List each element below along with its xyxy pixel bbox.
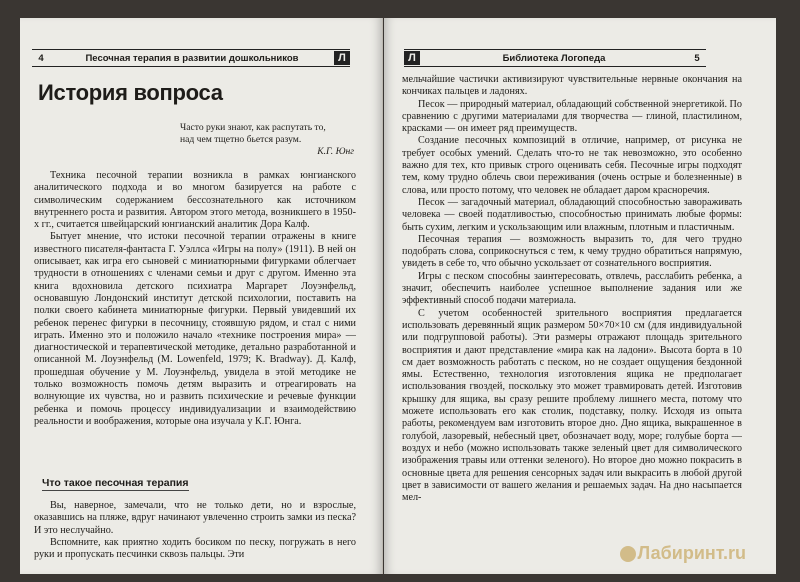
paragraph: Песок — природный материал, обладающий собственной энергетикой. По сравнению с другими материалами для творчества — глиной, пластилином, красками — он имеет ряд преимуществ. — [402, 98, 743, 135]
epigraph-line: Часто руки знают, как распутать то, — [180, 122, 326, 133]
left-page — [20, 18, 383, 574]
epigraph-line: над чем тщетно бьется разум. — [180, 134, 302, 145]
paragraph: мельчайшие частички активизируют чувствительные нервные окончания на кончиках пальцев и ладонях. — [402, 74, 742, 98]
epigraph-author: К.Г. Юнг — [317, 146, 354, 157]
paragraph: Бытует мнение, что истоки песочной терапии отражены в книге известного писателя-фантаста Г. Уэллса «Игры на полу» (1911). В ней он описывает, как игра его сыновей с миниатюрными фигурками облегчает трудности в отношениях с членами семьи и друг с другом. Именно эта книга вдохновила детского психиатра Маргарет Лоуэнфельд, основавшую Лондонский институт детской психологии, поставить на полки своего кабинета миниатюрные фигурки. Первый увидевший их ребенок перенес фигурки в песочницу, стоявшую рядом, и стал с ними играть. Именно это и положило начало «технике построения мира» — диагностической и терапевтической методике, детально разработанной и описанной М. Лоуэнфельд (M. Lowenfeld, 1979; K. Bradway). Д. Калф, прошедшая обучение у М. Лоуэнфельд, увидела в этой методике не только возможность помочь детям выразить и отреагировать на волнующие их чувства, но и развить психические и речевые функции ребенка и помочь процессу индивидуализации и взаимодействию реальности и воображения, которые она изучала у К.Г. Юнга. — [34, 231, 356, 427]
right-page — [384, 18, 776, 574]
running-title: Библиотека Логопеда — [502, 52, 606, 64]
paragraph: С учетом особенностей зрительного восприятия предлагается использовать деревянный ящик размером 50×70×10 см (для индивидуальной или подгрупповой работы). Эти размеры отражают площадь зрительного восприятия и дают представление «мира как на ладони». Высота борта в 10 см дает возможность работать с песком, но не создает ощущения бездонной ямы. Естественно, технология изготовления ящика не предполагает использования гвоздей, поскольку это может травмировать детей. Изготовив крышку для ящика, вы сразу решите проблему лишнего места, потому что можете использовать его как столик, подставку, полку. Исходя из опыта работы, рекомендуем вам изготовить второе дно. Дно ящика, выкрашенное в голубой, лазоревый, небесный цвет, обозначает воду, море; голубые борта — воздух и небо (можно использовать также зеленый цвет для символического изображения травы или оттенки зеленого). Но второе дно можно покрасить в основные цвета для решения сенсорных задач или выкрасить в любой другой цвет в зависимости от вашего желания и решаемых задач. На дно насыпается мел- — [402, 307, 742, 504]
running-title: Песочная терапия в развитии дошкольников — [85, 52, 299, 64]
watermark — [620, 543, 746, 564]
paragraph: Создание песочных композиций в отличие, например, от рисунка не требует особых умений. Сделать что-то не так невозможно, это особенно важно для тех, кто привык строго оценивать себя. Песочные игры подходят тем, кому трудно облечь свои переживания (очень острые и болезненные) в слова, или просто потому, что человек не обладает даром красноречия. — [402, 135, 742, 196]
epigraph — [180, 122, 360, 158]
paragraph: Техника песочной терапии возникла в рамках юнгианского аналитического подхода и во многом базируется на работе с символическим содержанием бессознательного как источником внутреннего роста и развития. Автором этого метода, возникшего в 1950-х гг., считается швейцарский юнгианский аналитик Дора Калф. — [34, 170, 356, 231]
publisher-logo-icon: Л — [334, 51, 350, 65]
watermark-text: Лабиринт.ru — [637, 543, 746, 563]
body-text — [402, 74, 742, 504]
chapter-title: История вопроса — [38, 80, 223, 105]
running-header-right — [404, 49, 706, 67]
body-text-after — [34, 500, 356, 561]
watermark-logo-icon — [620, 546, 636, 562]
page-number: 4 — [38, 52, 44, 64]
page-number: 5 — [694, 52, 700, 64]
running-header-left — [32, 49, 350, 67]
paragraph: Игры с песком способны заинтересовать, отвлечь, расслабить ребенка, а значит, обеспечить наиболее успешное выполнение задания или же эффективный способ подачи материала. — [402, 270, 742, 307]
section-heading: Что такое песочная терапия — [42, 477, 189, 489]
paragraph: Песок — загадочный материал, обладающий способностью завораживать человека — своей податливостью, способностью принимать любые формы: быть сухим, легким и ускользающим или влажным, плотным и пластичным. — [402, 196, 742, 233]
publisher-logo-icon: Л — [404, 51, 420, 65]
body-text — [34, 170, 356, 428]
paragraph: Песочная терапия — возможность выразить то, для чего трудно подобрать слова, соприкоснуться с тем, к чему трудно обратиться напрямую, увидеть в себе то, что обычно ускользает от сознательного восприятия. — [402, 233, 742, 270]
paragraph: Вспомните, как приятно ходить босиком по песку, погружать в него руки и пропускать песчинки сквозь пальцы. Эти — [34, 536, 356, 561]
paragraph: Вы, наверное, замечали, что не только дети, но и взрослые, оказавшись на пляже, вдруг начинают увлеченно строить замки из песка? И это неслучайно. — [34, 500, 356, 536]
